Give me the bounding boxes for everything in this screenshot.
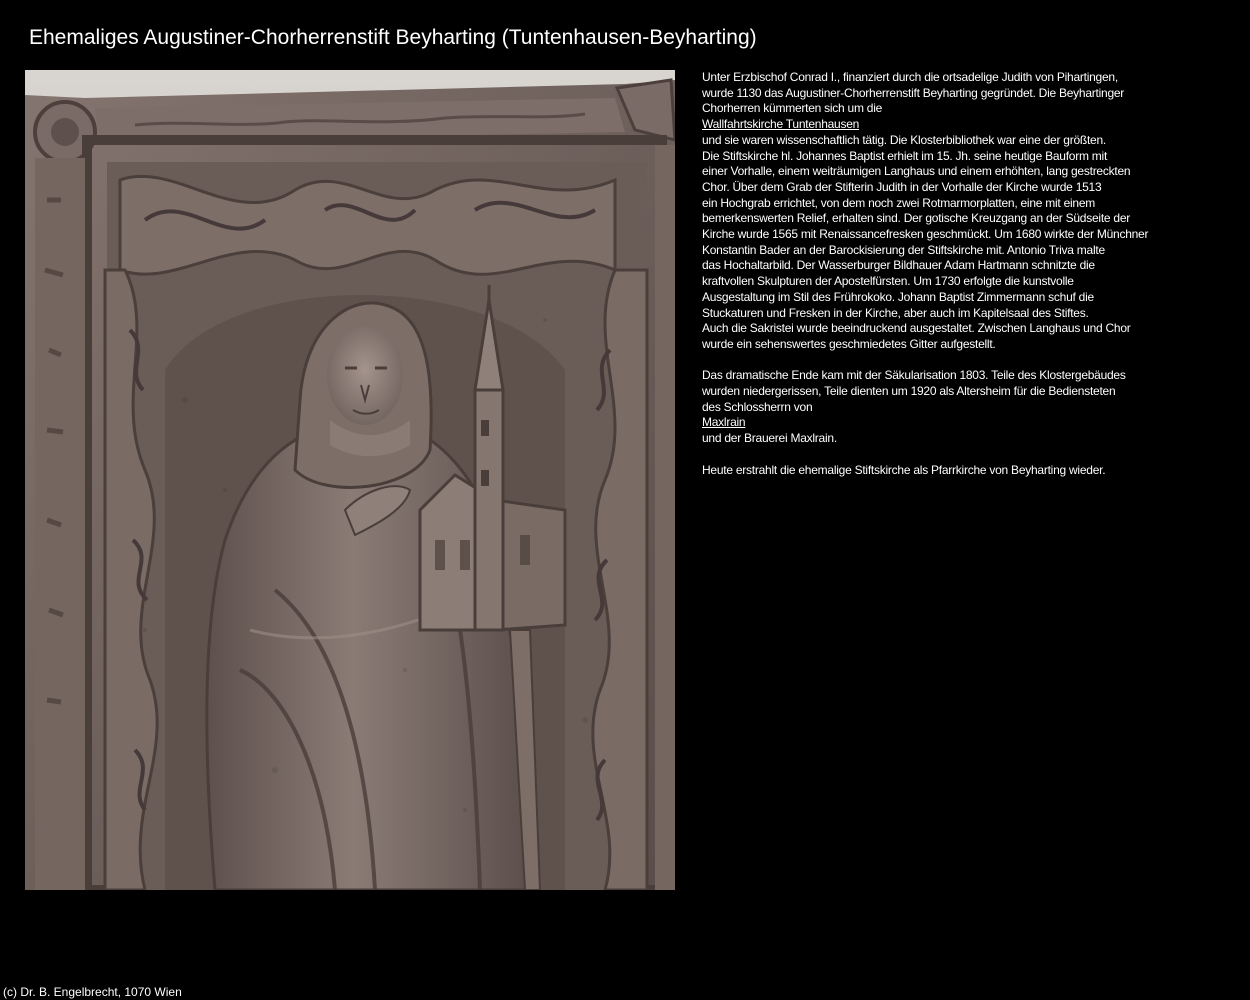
article-paragraph-today bbox=[702, 463, 1182, 479]
copyright-footer: (c) Dr. B. Engelbrecht, 1070 Wien bbox=[3, 985, 182, 999]
text-line-link bbox=[702, 415, 1182, 431]
text-line: das Hochaltarbild. Der Wasserburger Bildhauer Adam Hartmann schnitzte die bbox=[702, 258, 1095, 273]
link-wallfahrtskirche-tuntenhausen[interactable]: Wallfahrtskirche Tuntenhausen bbox=[702, 117, 860, 132]
text-line-link bbox=[702, 117, 1182, 133]
text-line: wurde ein sehenswertes geschmiedetes Gitter aufgestellt. bbox=[702, 336, 996, 351]
text-line: Unter Erzbischof Conrad I., finanziert durch die ortsadelige Judith von Pihartingen, bbox=[702, 70, 1118, 84]
article-text bbox=[702, 70, 1182, 494]
text-line: bemerkenswerten Relief, erhalten sind. Der gotische Kreuzgang an der Südseite der bbox=[702, 211, 1131, 226]
text-line: einer Vorhalle, einem weiträumigen Langhaus und einem erhöhten, lang gestreckten bbox=[702, 164, 1131, 179]
text-line: Heute erstrahlt die ehemalige Stiftskirche als Pfarrkirche von Beyharting wieder. bbox=[702, 462, 1106, 477]
text-line: wurde 1130 das Augustiner-Chorherrenstift Beyharting gegründet. Die Beyhartinger bbox=[702, 85, 1125, 100]
text-line: Die Stiftskirche hl. Johannes Baptist erhielt im 15. Jh. seine heutige Bauform mit bbox=[702, 148, 1108, 163]
text-line: des Schlossherrn von bbox=[702, 399, 813, 414]
text-line: Auch die Sakristei wurde beeindruckend ausgestaltet. Zwischen Langhaus und Chor bbox=[702, 321, 1131, 336]
text-line: wurden niedergerissen, Teile dienten um 1920 als Altersheim für die Bediensteten bbox=[702, 384, 1116, 399]
text-line: Chor. Über dem Grab der Stifterin Judith in der Vorhalle der Kirche wurde 1513 bbox=[702, 179, 1102, 194]
text-line: Chorherren kümmerten sich um die bbox=[702, 101, 883, 116]
text-line: Konstantin Bader an der Barockisierung der Stiftskirche mit. Antonio Triva malte bbox=[702, 242, 1105, 257]
text-line: und sie waren wissenschaftlich tätig. Die Klosterbibliothek war eine der größten. bbox=[702, 132, 1106, 147]
article-paragraph-history bbox=[702, 70, 1182, 353]
text-line: und der Brauerei Maxlrain. bbox=[702, 431, 837, 446]
text-line: Kirche wurde 1565 mit Renaissancefresken geschmückt. Um 1680 wirkte der Münchner bbox=[702, 227, 1149, 242]
text-line: ein Hochgrab errichtet, von dem noch zwei Rotmarmorplatten, eine mit einem bbox=[702, 195, 1096, 210]
text-line: Ausgestaltung im Stil des Frührokoko. Johann Baptist Zimmermann schuf die bbox=[702, 289, 1094, 304]
text-line: Stuckaturen und Fresken in der Kirche, aber auch im Kapitelsaal des Stiftes. bbox=[702, 305, 1089, 320]
text-line: Das dramatische Ende kam mit der Säkularisation 1803. Teile des Klostergebäudes bbox=[702, 368, 1126, 383]
text-line: kraftvollen Skulpturen der Apostelfürsten. Um 1730 erfolgte die kunstvolle bbox=[702, 274, 1074, 289]
page-title: Ehemaliges Augustiner-Chorherrenstift Beyharting (Tuntenhausen-Beyharting) bbox=[29, 26, 757, 49]
tomb-relief-photo bbox=[25, 70, 675, 890]
link-maxlrain[interactable]: Maxlrain bbox=[702, 415, 746, 430]
article-paragraph-secularisation bbox=[702, 368, 1182, 447]
